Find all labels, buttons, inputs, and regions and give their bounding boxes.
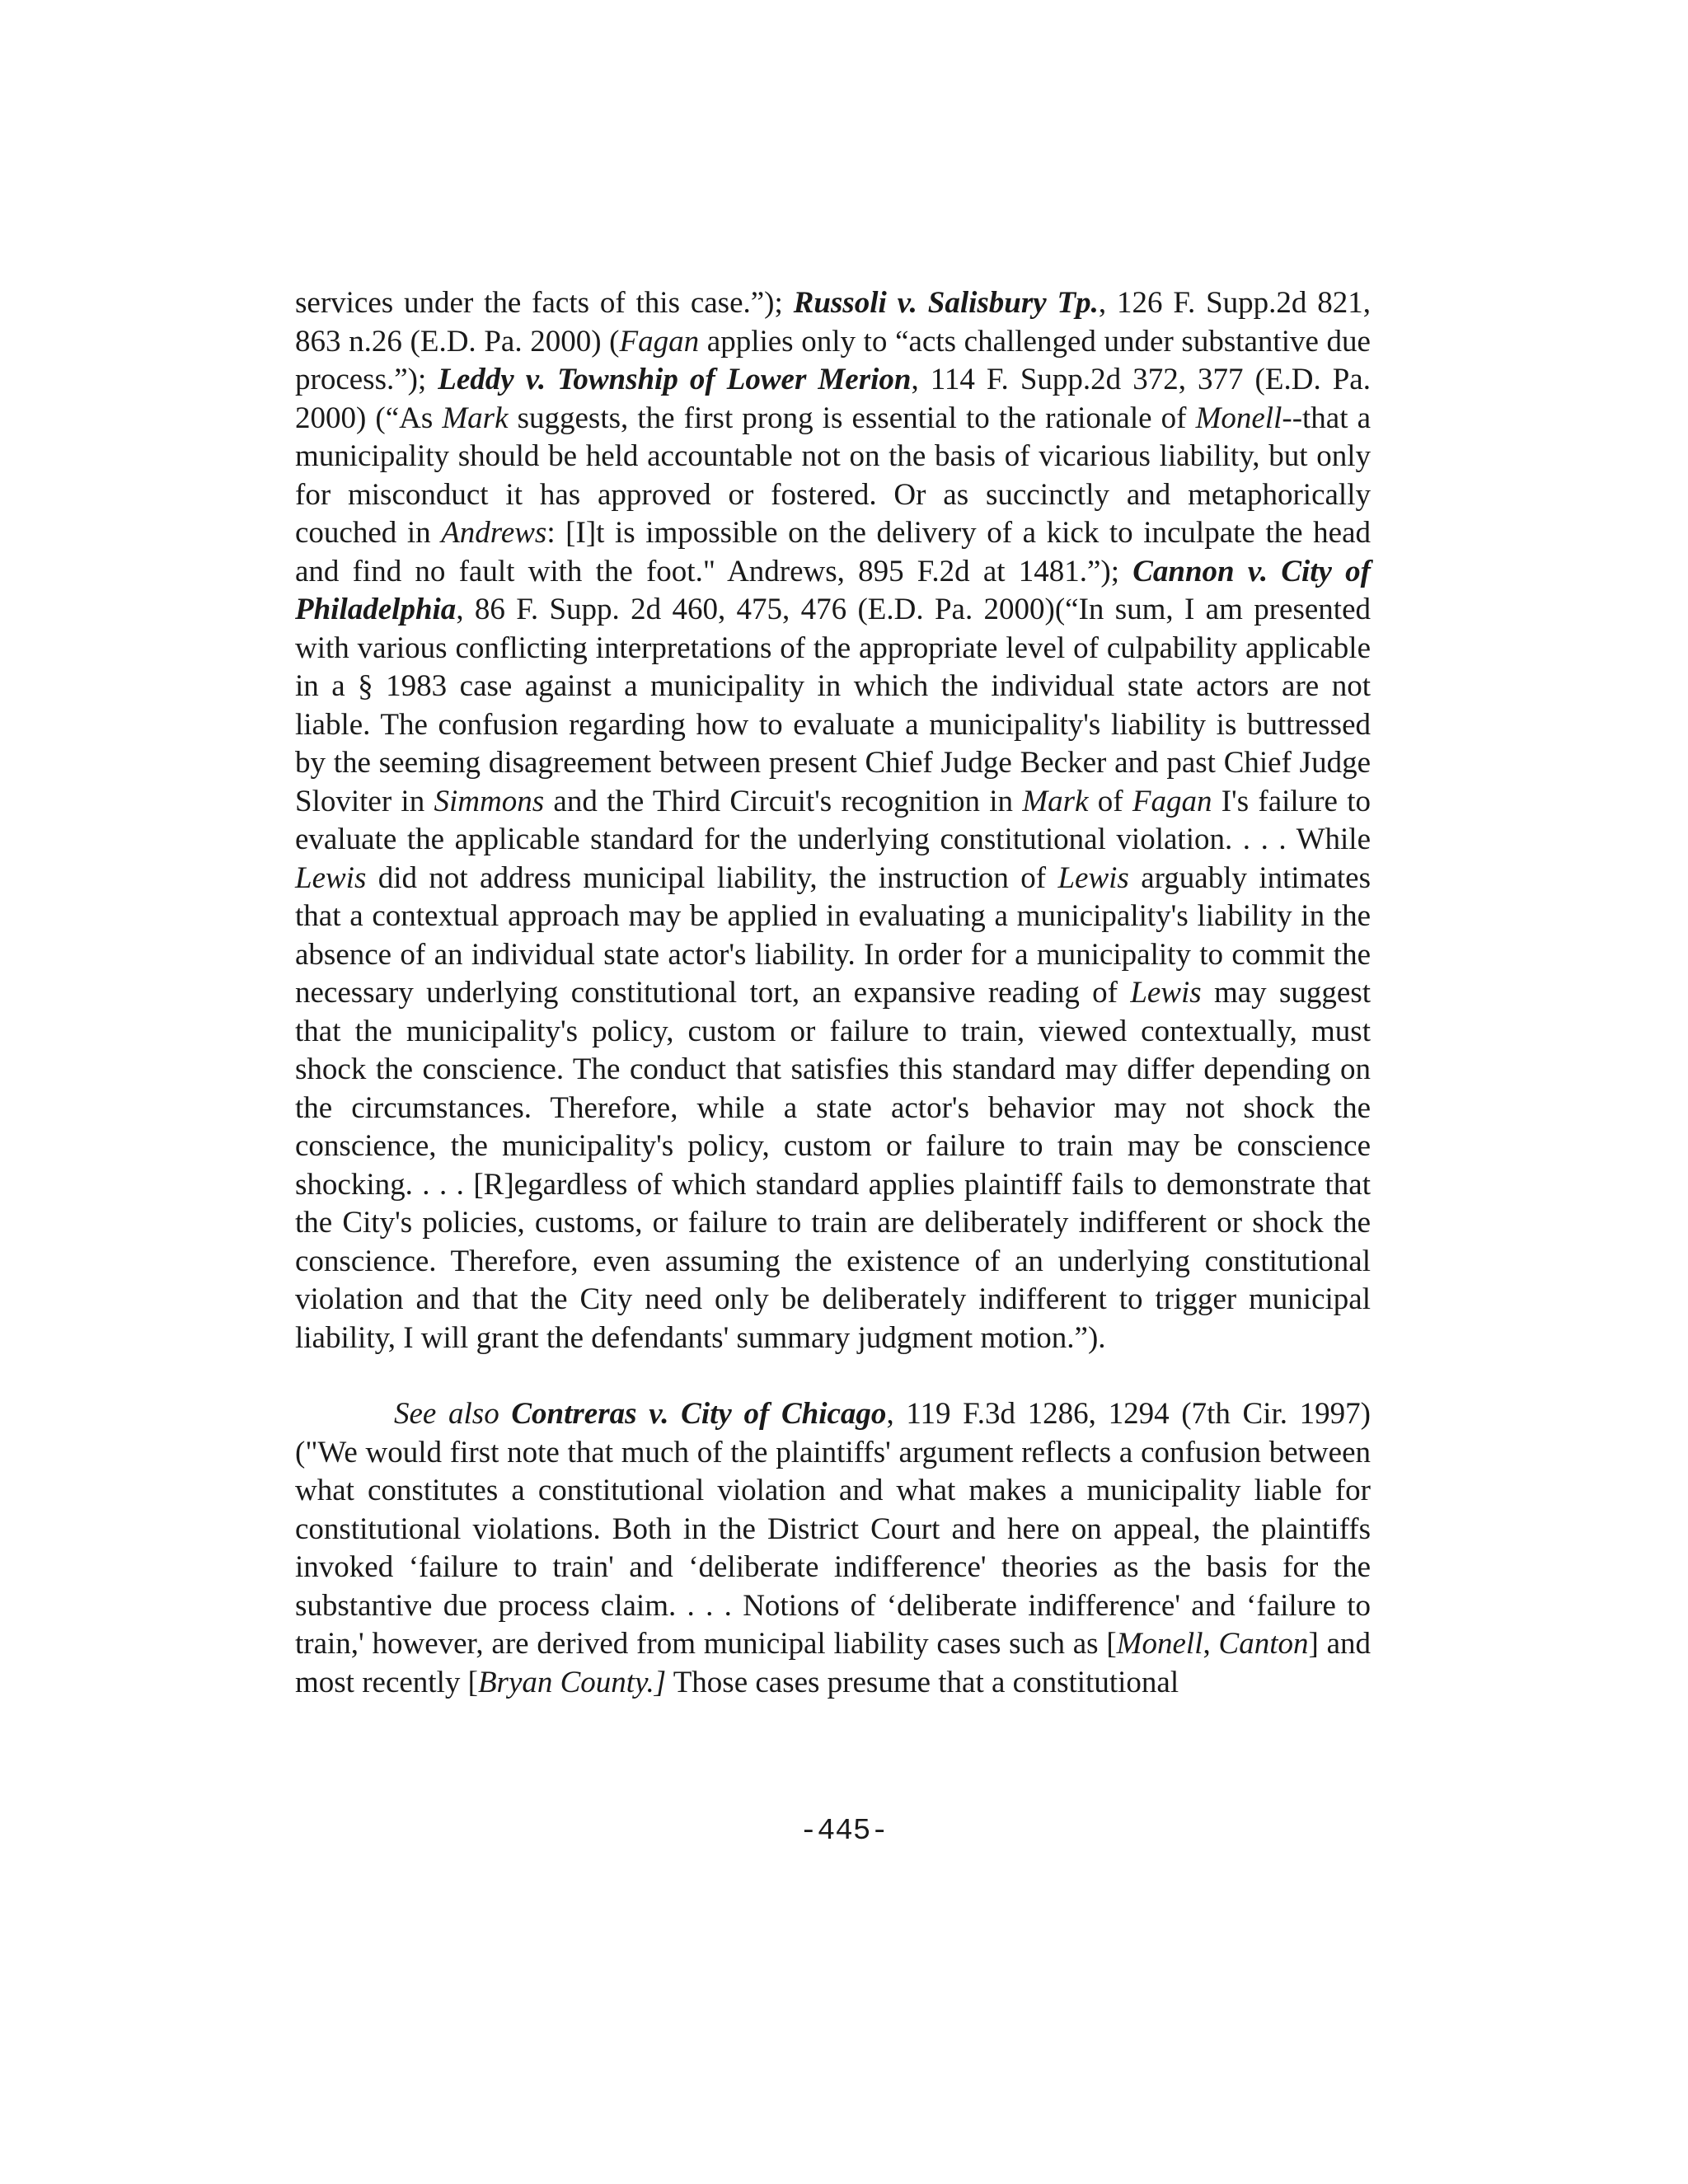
case-name-cannon: Cannon v. City of Philadelphia <box>295 554 1371 626</box>
text-run: may suggest that the municipality's policy, custom or failure to train, viewed contextually, must shock the conscience. The conduct that satisfies this standard may differ depending on the circumstances. Therefore, while a state actor's behavior may not shock the conscience, the municipality's policy, custom or failure to train may be conscience shocking. . . . [R]egardless of which standard applies plaintiff fails to demonstrate that the City's policies, customs, or failure to train are deliberately indifferent or shock the conscience. Therefore, even assuming the existence of an underlying constitutional violation and that the City need only be deliberately indifferent to trigger municipal liability, I will grant the defendants' summary judgment motion.”). <box>295 976 1371 1355</box>
text-run: Those cases presume that a constitutional <box>666 1665 1179 1699</box>
text-run: --that a municipality should be held accountable not on the basis of vicarious liability, but only for misconduct it has approved or fostered. Or as succinctly and metaphorically couched in <box>295 401 1372 550</box>
text-run <box>499 1397 512 1431</box>
text-run: : [I]t is impossible on the delivery of a kick to inculpate the head and find no fault with the foot." Andrews, 895 F.2d at 1481.”); <box>295 516 1372 588</box>
case-ref-lewis: Lewis <box>295 860 367 895</box>
case-ref-mark: Mark <box>1022 784 1089 818</box>
text-run: , 114 F. Supp.2d 372, 377 (E.D. Pa. 2000) (“As <box>295 363 1371 435</box>
text-run: services under the facts of this case.”); <box>295 286 794 320</box>
case-ref-simmons: Simmons <box>434 784 545 818</box>
case-ref-bryan-county: Bryan County.] <box>477 1665 667 1699</box>
text-run: applies only to “acts challenged under substantive due process.”); <box>295 324 1371 396</box>
case-ref-andrews: Andrews <box>441 516 547 550</box>
paragraph-see-also <box>295 1395 1371 1702</box>
case-name-russoli: Russoli v. Salisbury Tp. <box>793 286 1099 320</box>
text-run: , 119 F.3d 1286, 1294 (7th Cir. 1997) ("We would first note that much of the plaintiffs' argument reflects a confusion between what constitutes a constitutional violation and what makes a municipality liable for constitutional violations. Both in the District Court and here on appeal, the plaintiffs invoked ‘failure to train' and ‘deliberate indifference' theories as the basis for the substantive due process claim. . . . Notions of ‘deliberate indifference' and ‘failure to train,' however, are derived from municipal liability cases such as [ <box>295 1397 1372 1661</box>
case-ref-lewis: Lewis <box>1130 976 1202 1010</box>
paragraph-case-citations <box>295 284 1371 1357</box>
case-ref-lewis: Lewis <box>1057 860 1129 895</box>
case-ref-mark: Mark <box>442 401 509 435</box>
text-run: and the Third Circuit's recognition in <box>544 784 1023 818</box>
text-run: ] and most recently [ <box>295 1627 1371 1699</box>
text-run: did not address municipal liability, the instruction of <box>366 860 1058 895</box>
case-ref-fagan: Fagan <box>619 324 700 359</box>
case-ref-canton: Canton <box>1218 1627 1309 1661</box>
text-run: I's failure to evaluate the applicable standard for the underlying constitutional violation. . . . While <box>295 784 1371 856</box>
signal-see-also: See also <box>394 1397 499 1431</box>
text-run: , 86 F. Supp. 2d 460, 475, 476 (E.D. Pa. 2000)(“In sum, I am presented with various conflicting interpretations of the appropriate level of culpability applicable in a § 1983 case against a municipality in which the individual state actors are not liable. The confusion regarding how to evaluate a municipality's liability is buttressed by the seeming disagreement between present Chief Judge Becker and past Chief Judge Sloviter in <box>295 593 1371 818</box>
case-name-contreras: Contreras v. City of Chicago <box>511 1397 887 1431</box>
text-run: arguably intimates that a contextual approach may be applied in evaluating a municipality's liability in the absence of an individual state actor's liability. In order for a municipality to commit the necessary underlying constitutional tort, an expansive reading of <box>295 860 1371 1010</box>
case-ref-monell: Monell <box>1116 1627 1203 1661</box>
case-ref-fagan: Fagan <box>1132 784 1212 818</box>
text-run: , 126 F. Supp.2d 821, 863 n.26 (E.D. Pa. 2000) ( <box>295 286 1372 359</box>
case-ref-monell: Monell <box>1195 401 1282 435</box>
text-run: of <box>1088 784 1132 818</box>
page-number: -445- <box>799 1814 889 1848</box>
body-text <box>295 284 1371 1702</box>
case-name-leddy: Leddy v. Township of Lower Merion <box>438 363 912 396</box>
text-run: suggests, the first prong is essential to the rationale of <box>508 401 1196 435</box>
text-run: , <box>1203 1627 1219 1661</box>
